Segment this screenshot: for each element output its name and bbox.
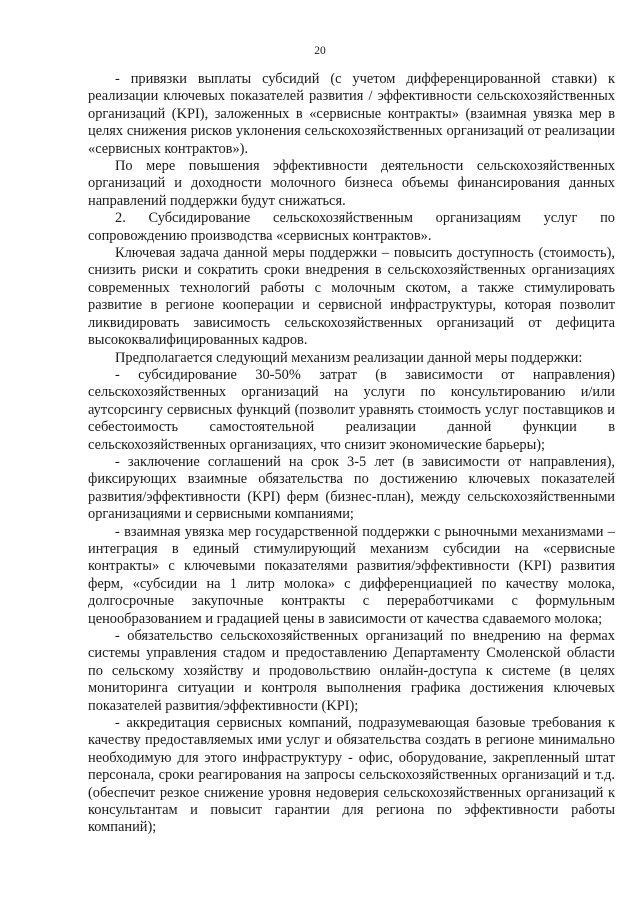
page-number: 20 [314, 45, 326, 57]
list-item-herd-management: - обязательство сельскохозяйственных организаций по внедрению на фермах системы управления стадом и предоставлению Департаменту Смоленской области по сельскому хозяйству и продовольствию онлайн-доступа к системе (в целях мониторинга ситуации и контроля выполнения графика достижения ключевых показателей развития/эффективности (KPI); [88, 628, 615, 714]
page-body [88, 71, 615, 837]
list-item-subsidizing: - субсидирование 30-50% затрат (в зависимости от направления) сельскохозяйственных организаций на услуги по консультированию и/или аутсорсингу сервисных функций (позволит уравнять стоимость услуг поставщиков и себестоимость самостоятельной реализации данной функции в сельскохозяйственных организациях, что снизит экономические барьеры); [88, 366, 615, 453]
list-item-agreements: - заключение соглашений на срок 3-5 лет (в зависимости от направления), фиксирующих взаимные обязательства по достижению ключевых показателей развития/эффективности (KPI) ферм (бизнес-план), между сельскохозяйственными организациями и сервисными компаниями; [88, 453, 615, 523]
paragraph-financing-reduction: По мере повышения эффективности деятельности сельскохозяйственных организаций и доходности молочного бизнеса объемы финансирования данных направлений поддержки будут снижаться. [88, 158, 615, 209]
list-item-mutual-linkage: - взаимная увязка мер государственной поддержки с рыночными механизмами – интеграция в единый стимулирующий механизм субсидии на «сервисные контракты» с ключевыми показателями развития/эффективности (KPI) развития ферм, «субсидии на 1 литр молока» с дифференциацией по качеству молока, долгосрочные закупочные контракты с переработчиками с формульным ценообразованием и градацией цены в зависимости от качества сдаваемого молока; [88, 523, 615, 627]
list-item-accreditation: - аккредитация сервисных компаний, подразумевающая базовые требования к качеству предоставляемых ими услуг и обязательства создать в регионе минимально необходимую для этого инфраструктуру - офис, оборудование, закрепленный штат персонала, сроки реагирования на запросы сельскохозяйственных организаций и т.д. (обеспечит резкое снижение уровня недоверия сельскохозяйственных организаций к консультантам и повысит гарантии для региона по эффективности работы компаний); [88, 715, 615, 836]
paragraph-key-task: Ключевая задача данной меры поддержки – повысить доступность (стоимость), снизить риски и сократить сроки внедрения в сельскохозяйственных организациях современных технологий работы с молочным скотом, а также стимулировать развитие в регионе кооперации и сервисной инфраструктуры, которая позволит ликвидировать зависимость сельскохозяйственных организаций от дефицита высококвалифицированных кадров. [88, 245, 615, 349]
paragraph-mechanism-intro: Предполагается следующий механизм реализации данной меры поддержки: [115, 349, 583, 366]
paragraph-kpi-binding: - привязки выплаты субсидий (с учетом дифференцированной ставки) к реализации ключевых показателей развития / эффективности сельскохозяйственных организаций (KPI), заложенных в «сервисные контракты» (взаимная увязка мер в целях снижения рисков уклонения сельскохозяйственных организаций от реализации «сервисных контрактов»). [88, 71, 615, 157]
paragraph-section-2-heading: 2. Субсидирование сельскохозяйственным организациям услуг по сопровождению производства «сервисных контрактов». [88, 210, 615, 244]
